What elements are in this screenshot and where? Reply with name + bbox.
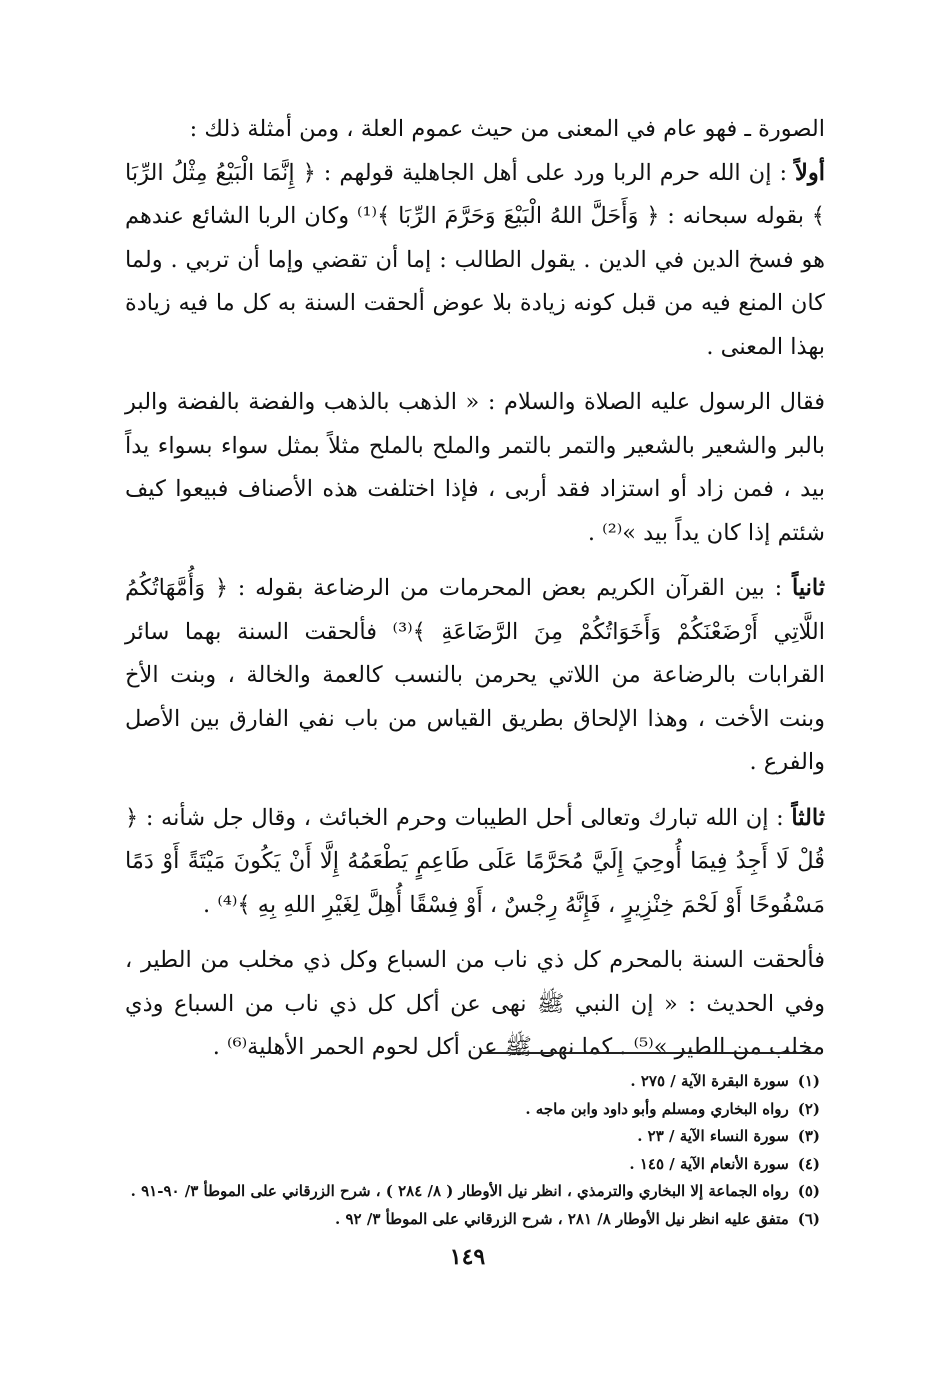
- paragraph-intro-text: الصورة ـ فهو عام في المعنى من حيث عموم العلة ، ومن أمثلة ذلك :: [189, 116, 825, 142]
- paragraph-sunnah: [125, 939, 825, 1070]
- paragraph-third: [125, 797, 825, 928]
- second-point-label: ثانياً: [791, 575, 825, 601]
- footnote-item: [140, 1096, 820, 1124]
- footnote-text: متفق عليه انظر نيل الأوطار ٨/ ٢٨١ ، شرح الزرقاني على الموطأ ٣/ ٩٢ .: [335, 1209, 789, 1228]
- footnote-number: (٤): [797, 1154, 820, 1173]
- paragraph-second: [125, 567, 825, 785]
- footnote-number: (٢): [797, 1099, 820, 1118]
- third-point-label: ثالثاً: [791, 804, 825, 831]
- footnote-text: سورة الأنعام الآية / ١٤٥ .: [629, 1154, 789, 1173]
- paragraph-first-text: : إن الله حرم الربا ورد على أهل الجاهلية قولهم : ﴿ إِنَّمَا الْبَيْعُ مِثْلُ الرِّبَا ﴾ بقوله سبحانه : ﴿ وَأَحَلَّ اللهُ الْبَيْعَ وَحَرَّمَ الرِّبَا ﴾⁽¹⁾ وكان الربا الشائع عندهم هو فسخ الدين في الدين . يقول الطالب : إما أن تقضي وإما أن تربي . ولما كان المنع فيه من قبل كونه زيادة بلا عوض ألحقت السنة به كل ما فيه زيادة بهذا المعنى .: [125, 159, 825, 360]
- footnote-number: (٣): [797, 1127, 820, 1145]
- footnote-text: رواه الجماعة إلا البخاري والترمذي ، انظر نيل الأوطار ( ٨/ ٢٨٤ ) ، شرح الزرقاني على الموطأ ٣/ ٩٠-٩١ .: [130, 1182, 789, 1200]
- footnote-divider: [480, 1052, 815, 1054]
- paragraph-first: [125, 152, 825, 370]
- footnote-item: [140, 1123, 820, 1151]
- footnote-item: [140, 1151, 820, 1179]
- footnote-text: سورة البقرة الآية / ٢٧٥ .: [630, 1072, 789, 1090]
- footnote-text: رواه البخاري ومسلم وأبو داود وابن ماجه .: [525, 1099, 789, 1118]
- paragraph-hadith-riba-text: فقال الرسول عليه الصلاة والسلام : « الذهب بالذهب والفضة بالفضة والبر بالبر والشعير بالشعير والتمر بالتمر والملح بالملح مثلاً بمثل سواء بسواء يداً بيد ، فمن زاد أو استزاد فقد أربى ، فإذا اختلفت هذه الأصناف فبيعوا كيف شئتم إذا كان يداً بيد »⁽²⁾ .: [125, 389, 825, 546]
- footnote-item: [140, 1206, 820, 1234]
- main-text: [125, 108, 825, 1070]
- footnote-number: (١): [797, 1072, 820, 1090]
- paragraph-intro: [125, 108, 825, 152]
- paragraph-sunnah-text: فألحقت السنة بالمحرم كل ذي ناب من السباع وكل ذي مخلب من الطير ، وفي الحديث : « إن النبي ﷺ نهى عن أكل كل ذي ناب من السباع وذي مخلب من الطير »⁽⁵⁾ . كما نهى ﷺ عن أكل لحوم الحمر الأهلية⁽⁶⁾ .: [125, 947, 825, 1060]
- paragraph-third-text: : إن الله تبارك وتعالى أحل الطيبات وحرم الخبائث ، وقال جل شأنه : ﴿ قُلْ لَا أَجِدُ فِيمَا أُوحِيَ إِلَيَّ مُحَرَّمًا عَلَى طَاعِمٍ يَطْعَمُهُ إِلَّا أَنْ يَكُونَ مَيْتَةً أَوْ دَمًا مَسْفُوحًا أَوْ لَحْمَ خِنْزِيرٍ ، فَإِنَّهُ رِجْسٌ ، أَوْ فِسْقًا أُهِلَّ لِغَيْرِ اللهِ بِهِ ﴾⁽⁴⁾ .: [125, 804, 825, 918]
- footnote-number: (٥): [797, 1182, 820, 1200]
- footnotes: [130, 1068, 820, 1233]
- footnote-number: (٦): [797, 1209, 820, 1228]
- footnote-text: سورة النساء الآية / ٢٣ .: [637, 1127, 789, 1145]
- footnote-item: [130, 1178, 820, 1206]
- first-point-label: أولاً: [795, 159, 825, 186]
- paragraph-second-text: : بين القرآن الكريم بعض المحرمات من الرضاعة بقوله : ﴿ وَأُمَّهَاتُكُمُ اللَّاتِي أَرْضَعْنَكُمْ وَأَخَوَاتُكُمْ مِنَ الرَّضَاعَةِ ﴾⁽³⁾ فألحقت السنة بهما سائر القرابات بالرضاعة من اللاتي يحرمن بالنسب كالعمة والخالة ، وبنت الأخ وبنت الأخت ، وهذا الإلحاق بطريق القياس من باب نفي الفارق بين الأصل والفرع .: [125, 575, 826, 775]
- page-number: ١٤٩: [449, 1244, 486, 1270]
- paragraph-hadith-riba: [125, 381, 825, 555]
- footnote-item: [140, 1068, 820, 1096]
